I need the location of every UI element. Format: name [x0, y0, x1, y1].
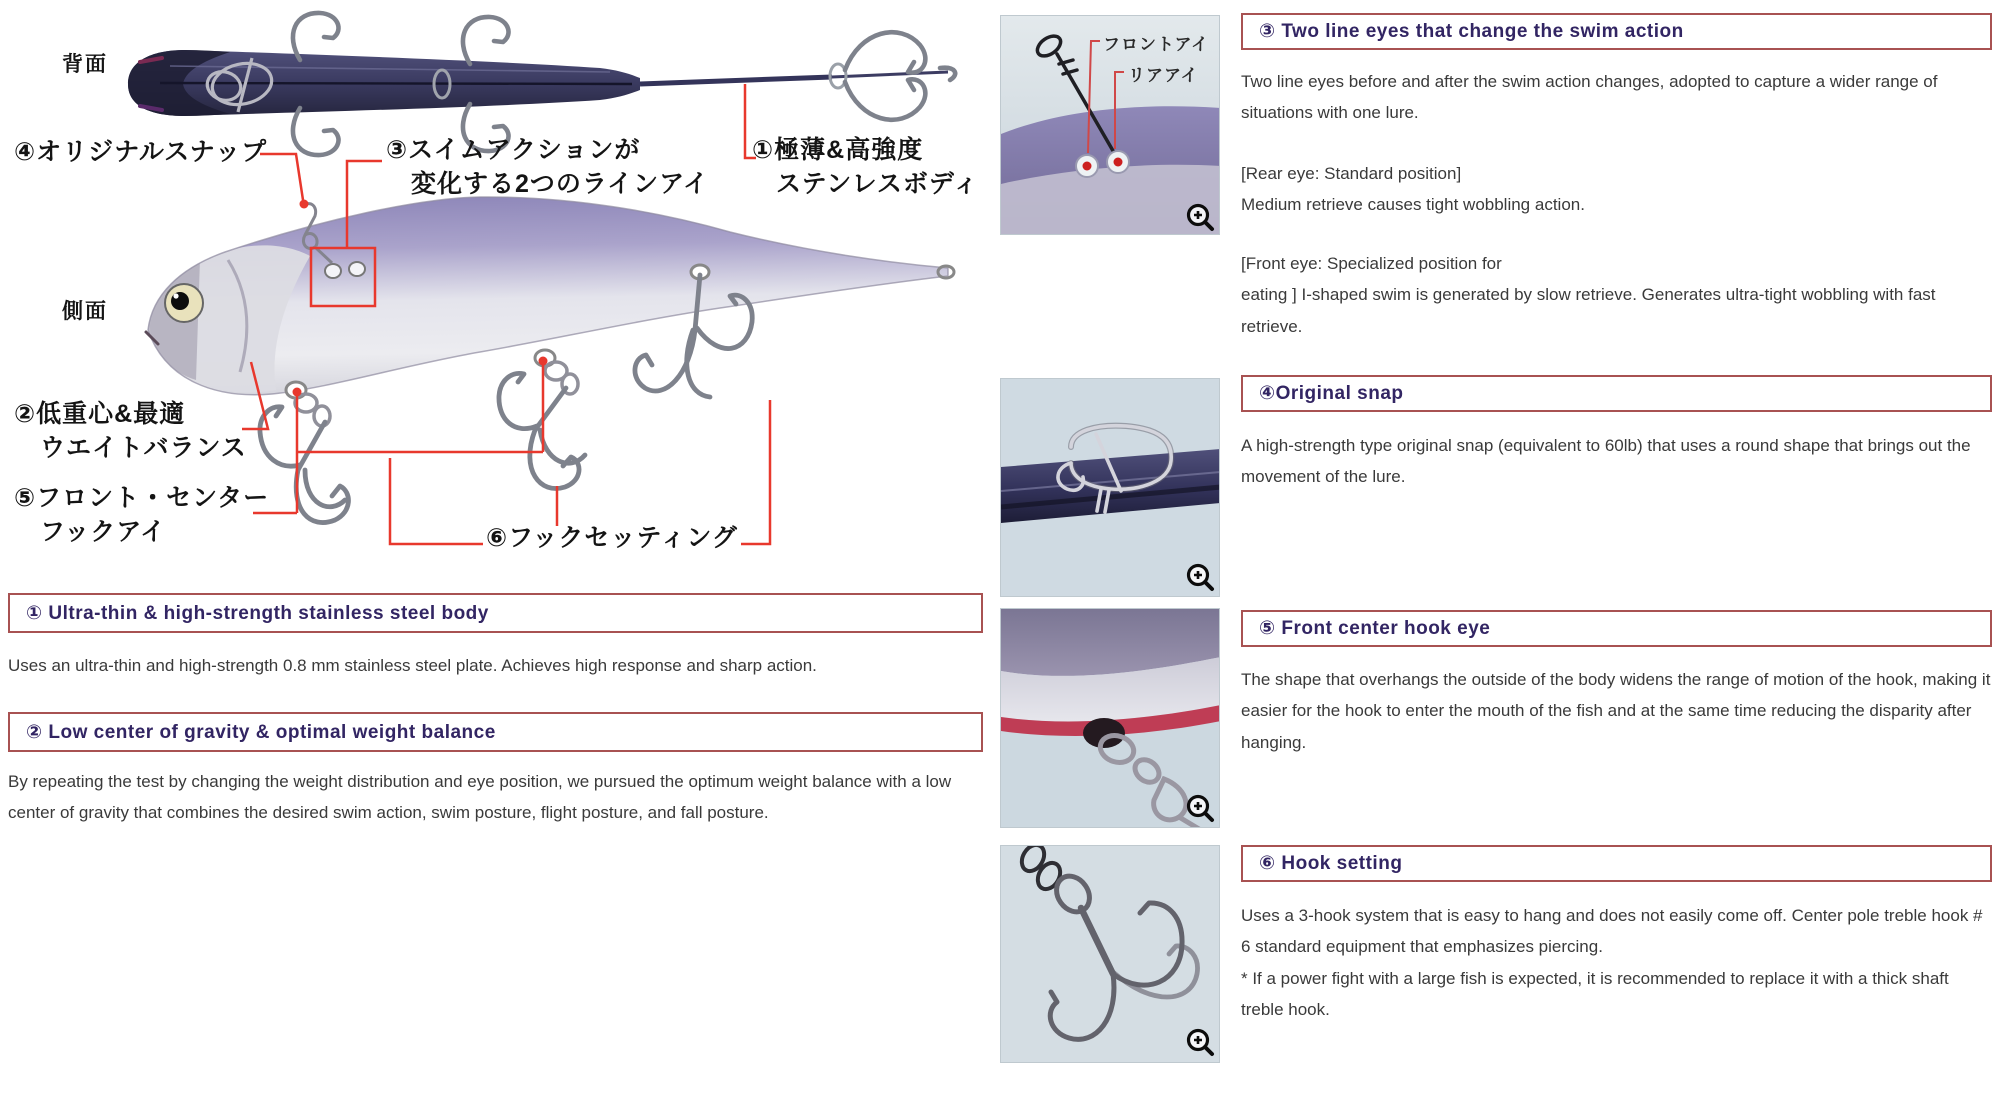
section-3-header: [1241, 13, 1992, 50]
section-6-heading: ⑥ Hook setting: [1259, 853, 1403, 874]
section-5-body: The shape that overhangs the outside of the body widens the range of motion of the hook, making it easier for the hook to enter the mouth of the fish and at the same time reducing the disparity after hanging.: [1241, 670, 1991, 752]
thumb-label-rear-eye: リアアイ: [1128, 66, 1199, 85]
thumbnail-line-eyes[interactable]: [1000, 15, 1220, 235]
hook-setting-description: Uses a 3-hook system that is easy to hang and does not easily come off. Center pole treble hook # 6 standard equipment that emphasizes piercing.: [1241, 906, 1983, 957]
section-2-header: [8, 712, 983, 752]
callout-stainless-body-line1: ①極薄&高強度: [752, 136, 924, 164]
callout-weight-balance-line1: ②低重心&最適: [14, 400, 186, 428]
section-1-heading: ① Ultra-thin & high-strength stainless steel body: [26, 602, 489, 624]
front-eye-caption: [Front eye: Specialized position for: [1241, 254, 1502, 273]
section-4-header: [1241, 375, 1992, 412]
section-5-heading: ⑤ Front center hook eye: [1259, 618, 1491, 639]
callout-line-eyes-line1: ③スイムアクションが: [386, 136, 641, 164]
callout-front-center-hook-eye-line2: フックアイ: [40, 518, 167, 546]
section-4-body: A high-strength type original snap (equivalent to 60lb) that uses a round shape that brings out the movement of the lure.: [1241, 436, 1971, 487]
callout-line-eyes-line2: 変化する2つのラインアイ: [411, 170, 709, 198]
section-5-header: [1241, 610, 1992, 647]
lure-back-view-illustration: [128, 13, 955, 155]
section-3-paragraph-1: Two line eyes before and after the swim action changes, adopted to capture a wider range of situations with one lure.: [1241, 72, 1938, 123]
front-eye-description: eating ] I-shaped swim is generated by slow retrieve. Generates ultra-tight wobbling with fast retrieve.: [1241, 285, 1936, 336]
callout-weight-balance-line2: ウエイトバランス: [40, 434, 247, 462]
side-view-label: 側面: [62, 300, 108, 323]
section-4-heading: ④Original snap: [1259, 383, 1404, 404]
zoom-icon[interactable]: [1186, 203, 1216, 233]
rear-eye-caption: [Rear eye: Standard position]: [1241, 164, 1462, 183]
section-1-header: [8, 593, 983, 633]
lure-side-view-illustration: [120, 180, 980, 523]
hook-setting-note: * If a power fight with a large fish is expected, it is recommended to replace it with a thick shaft treble hook.: [1241, 968, 1949, 1020]
section-1-body: Uses an ultra-thin and high-strength 0.8 mm stainless steel plate. Achieves high response and sharp action.: [8, 656, 817, 675]
zoom-icon[interactable]: [1186, 563, 1216, 593]
callout-front-center-hook-eye-line1: ⑤フロント・センター: [14, 484, 270, 512]
section-6-body: [1241, 900, 1992, 1026]
rear-eye-description: Medium retrieve causes tight wobbling action.: [1241, 195, 1585, 215]
section-3-paragraph-3: [1241, 248, 1992, 342]
section-3-paragraph-2: [1241, 158, 1992, 221]
section-3-heading: ③ Two line eyes that change the swim action: [1259, 21, 1684, 42]
callout-original-snap: ④オリジナルスナップ: [14, 138, 268, 166]
back-view-label: 背面: [62, 53, 108, 76]
zoom-icon[interactable]: [1186, 794, 1216, 824]
thumb-label-front-eye: フロントアイ: [1103, 35, 1209, 54]
section-6-header: [1241, 845, 1992, 882]
section-2-body: By repeating the test by changing the weight distribution and eye position, we pursued the optimum weight balance with a low center of gravity that combines the desired swim action, swim posture, flight posture, and fall posture.: [8, 772, 952, 823]
section-2-heading: ② Low center of gravity & optimal weight balance: [26, 721, 496, 743]
callout-hook-setting: ⑥フックセッティング: [486, 524, 738, 552]
callout-stainless-body-line2: ステンレスボディ: [776, 170, 979, 198]
zoom-icon[interactable]: [1186, 1028, 1216, 1058]
